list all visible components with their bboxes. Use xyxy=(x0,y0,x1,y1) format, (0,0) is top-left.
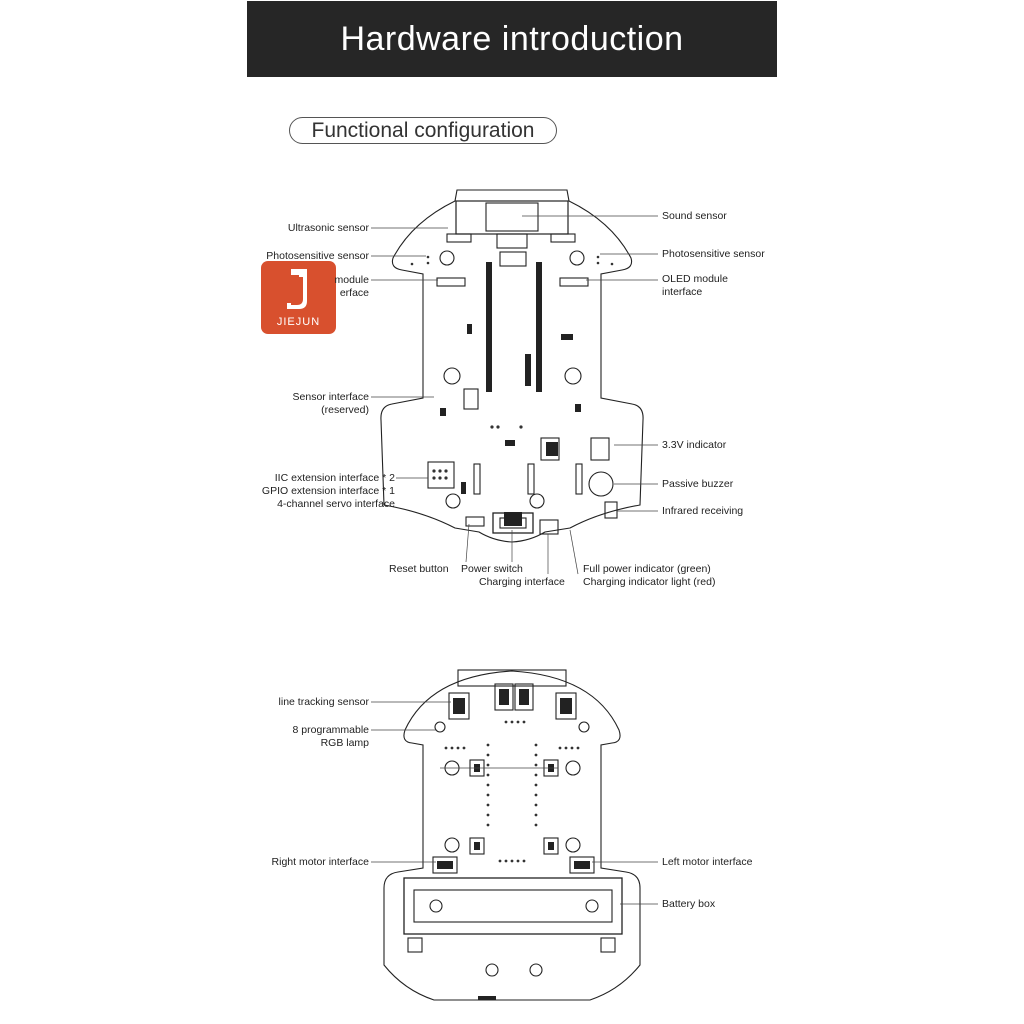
label-oled-left-1: module xyxy=(334,274,369,286)
label-sensor-interface-2: (reserved) xyxy=(321,404,369,416)
label-sound-sensor: Sound sensor xyxy=(662,210,727,222)
logo-text: JIEJUN xyxy=(276,316,321,328)
ultrasonic-module xyxy=(456,201,568,234)
page-title: Hardware introduction xyxy=(340,19,684,58)
label-power-switch: Power switch xyxy=(461,563,523,575)
label-photosensitive-left: Photosensitive sensor xyxy=(266,250,369,262)
label-charging-indicator: Charging indicator light (red) xyxy=(583,576,716,588)
label-rgb-1: 8 programmable xyxy=(292,724,369,736)
label-oled-left-2: erface xyxy=(339,287,369,299)
label-infrared-receiving: Infrared receiving xyxy=(662,505,744,517)
label-right-motor: Right motor interface xyxy=(271,856,369,868)
label-servo-interface: 4-channel servo interface xyxy=(277,498,395,510)
label-sensor-interface-1: Sensor interface xyxy=(292,391,369,403)
logo-mark xyxy=(261,261,336,316)
label-photosensitive-right: Photosensitive sensor xyxy=(662,248,765,260)
label-ultrasonic: Ultrasonic sensor xyxy=(287,222,369,234)
section-title: Functional configuration xyxy=(311,118,535,142)
label-iic-extension: IIC extension interface * 2 xyxy=(274,472,395,484)
label-charging-interface: Charging interface xyxy=(479,576,565,588)
label-battery-box: Battery box xyxy=(662,898,716,910)
label-oled-right-2: interface xyxy=(662,286,703,298)
top-board-outline xyxy=(381,190,643,542)
label-passive-buzzer: Passive buzzer xyxy=(662,478,734,490)
label-line-tracking: line tracking sensor xyxy=(278,696,369,708)
label-3v3-indicator: 3.3V indicator xyxy=(662,439,727,451)
label-full-power-indicator: Full power indicator (green) xyxy=(583,563,711,575)
label-reset-button: Reset button xyxy=(389,563,449,575)
label-oled-right-1: OLED module xyxy=(662,273,728,285)
label-gpio-extension: GPIO extension interface * 1 xyxy=(261,485,395,497)
label-rgb-2: RGB lamp xyxy=(320,737,369,749)
label-left-motor: Left motor interface xyxy=(662,856,753,868)
battery-box xyxy=(404,878,622,934)
jiejun-logo xyxy=(261,261,336,334)
